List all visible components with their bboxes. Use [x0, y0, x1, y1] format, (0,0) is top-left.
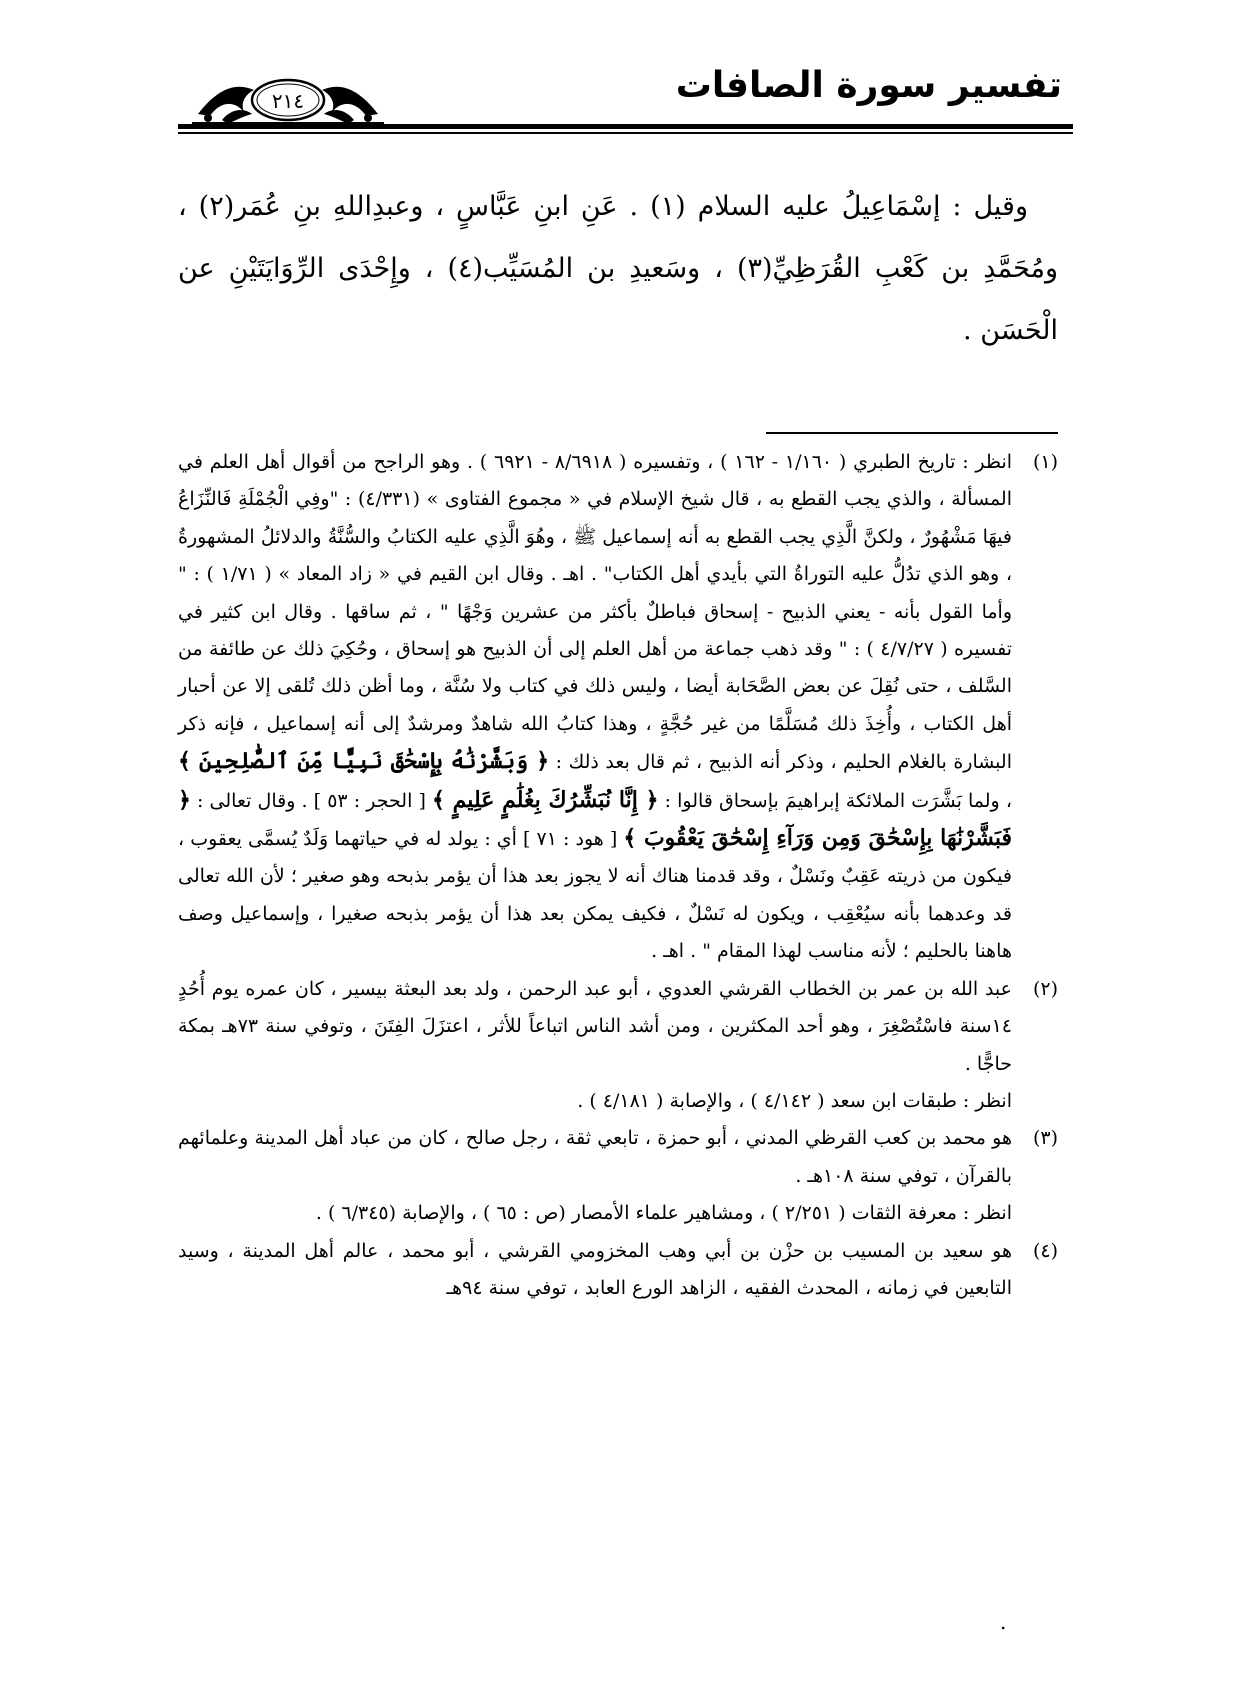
main-text: [178, 176, 1058, 362]
footnotes: [178, 444, 1058, 1307]
page-number-ornament: [188, 68, 388, 128]
page-number: ٢١٤: [271, 89, 305, 113]
footnote-3: [178, 1120, 1058, 1232]
footnote-number: (٣): [1032, 1127, 1058, 1150]
footnote-reference: انظر : معرفة الثقات ( ٢/٢٥١ ) ، ومشاهير علماء الأمصار (ص : ٦٥ ) ، والإصابة (٦/٣٤٥ ) .: [315, 1202, 1012, 1225]
footnote-body: [178, 1120, 1012, 1232]
footnote-number: (١): [1032, 451, 1058, 473]
running-header-title: تفسير سورة الصافات: [675, 65, 1062, 106]
quran-verse: ﴿ وَبَشَّرْنَٰهُ بِإِسْحَٰقَ نَبِيًّا مِّنَ ٱلصَّٰلِحِينَ ﴾: [178, 748, 550, 775]
footnote-text: عبد الله بن عمر بن الخطاب القرشي العدوي ، أبو عبد الرحمن ، ولد بعد البعثة بيسير ، كان عمره يوم أُحُدٍ ١٤سنة فاسْتُصْغِرَ ، وهو أحد المكثرين ، ومن أشد الناس اتباعاً للأثر ، اعتزَلَ الفِتَنَ ، وتوفي سنة ٧٣هـ بمكة حاجًّا .: [178, 977, 1013, 1075]
quran-verse: ﴿ فَبَشَّرْنَٰهَا بِإِسْحَٰقَ وَمِن وَرَآءِ إِسْحَٰقَ يَعْقُوبَ ﴾: [178, 786, 1012, 852]
footnote-body: [178, 444, 1012, 971]
footnote-text: انظر : تاريخ الطبري ( ١/١٦٠ - ١٦٢ ) ، وتفسيره ( ٨/٦٩١٨ - ٦٩٢١ ) . وهو الراجح من أقوال أهل العلم في المسألة ، والذي يجب القطع به ، قال شيخ الإسلام في « مجموع الفتاوى » (٤/٣٣١) : "وفِي الْجُمْلَةِ فَالنِّزَاعُ فيهَا مَشْهُورٌ ، ولكنَّ الَّذِي يجب القطع به أنه إسماعيل ﷺ ، وهُوَ الَّذِي عليه الكتابُ والسُّنَّةُ والدلائلُ المشهورةُ ، وهو الذي تدُلُّ عليه التوراةُ التي بأيدي أهل الكتاب" . اهـ . وقال ابن القيم في « زاد المعاد » ( ١/٧١ ) : " وأما القول بأنه - يعني الذبيح - إسحاق فباطلٌ بأكثر من عشرين وَجْهًا " ، ثم ساقها . وقال ابن كثير في تفسيره ( ٤/٧/٢٧ ) : " وقد ذهب جماعة من أهل العلم إلى أن الذبيح هو إسحاق ، وحُكِيَ ذلك عن طائفة من السَّلف ، حتى نُقِلَ عن بعض الصَّحَابة أيضا ، وليس ذلك في كتاب ولا سُنَّة ، وما أظن ذلك تُلقى إلا عن أحبار أهل الكتاب ، وأُخِذَ ذلك مُسَلَّمًا من غير حُجَّةٍ ، وهذا كتابُ الله شاهدٌ ومرشدٌ إلى أنه إسماعيل ، فإنه ذكر البشارة بالغلام الحليم ، وذكر أنه الذبيح ، ثم قال بعد ذلك :: [178, 451, 1013, 774]
footnote-text: ، ولما بَشَّرَت الملائكة إبراهيمَ بإسحاق قالوا :: [664, 789, 1012, 812]
footnote-body: [178, 1233, 1012, 1308]
footnote-reference: انظر : طبقات ابن سعد ( ٤/١٤٢ ) ، والإصابة ( ٤/١٨١ ) .: [577, 1089, 1012, 1112]
footnote-text: [ الحجر : ٥٣ ] . وقال تعالى :: [197, 789, 426, 812]
footnote-4: [178, 1233, 1058, 1308]
footnote-text: [ هود : ٧١ ] أي : يولد له في حياتهما وَلَدٌ يُسمَّى يعقوب ، فيكون من ذريته عَقِبٌ ونَسْلٌ ، وقد قدمنا هناك أنه لا يجوز بعد هذا أن يؤمر بذبحه وهو صغير ؛ لأن الله تعالى قد وعدهما بأنه سيُعْقِب ، ويكون له نَسْلٌ ، فكيف يمكن بعد هذا أن يؤمر بذبحه صغيرا ، وإسماعيل وصف هاهنا بالحليم ؛ لأنه مناسب لهذا المقام " . اهـ .: [178, 828, 1012, 963]
header-rule: [178, 124, 1073, 134]
main-paragraph: وقيل : إسْمَاعِيلُ عليه السلام (١) . عَنِ ابنِ عَبَّاسٍ ، وعبدِاللهِ بنِ عُمَر(٢) ، ومُحَمَّدِ بن كَعْبِ القُرَظِيِّ(٣) ، وسَعيدِ بن المُسَيِّب(٤) ، وإِحْدَى الرِّوَايَتَيْنِ عن الْحَسَن .: [178, 191, 1058, 346]
footnote-1: [178, 444, 1058, 971]
quran-verse: ﴿ إِنَّا نُبَشِّرُكَ بِغُلَٰمٍ عَلِيمٍ ﴾: [432, 786, 659, 813]
footnote-text: هو محمد بن كعب القرظي المدني ، أبو حمزة ، تابعي ثقة ، رجل صالح ، كان من عباد أهل المدينة وعلمائهم بالقرآن ، توفي سنة ١٠٨هـ .: [178, 1127, 1012, 1187]
footnote-2: [178, 971, 1058, 1121]
ornament-flourish-right: [322, 87, 378, 124]
footnote-divider: [766, 432, 1058, 434]
footnote-number: (٤): [1032, 1239, 1058, 1262]
footnote-body: [178, 971, 1012, 1121]
trailing-mark: .: [1000, 1610, 1007, 1634]
footnote-number: (٢): [1032, 977, 1058, 1000]
footnote-text: هو سعيد بن المسيب بن حزْن بن أبي وهب المخزومي القرشي ، أبو محمد ، عالم أهل المدينة ، وسيد التابعين في زمانه ، المحدث الفقيه ، الزاهد الورع العابد ، توفي سنة ٩٤هـ: [178, 1239, 1012, 1299]
ornament-flourish-left: [198, 87, 254, 124]
